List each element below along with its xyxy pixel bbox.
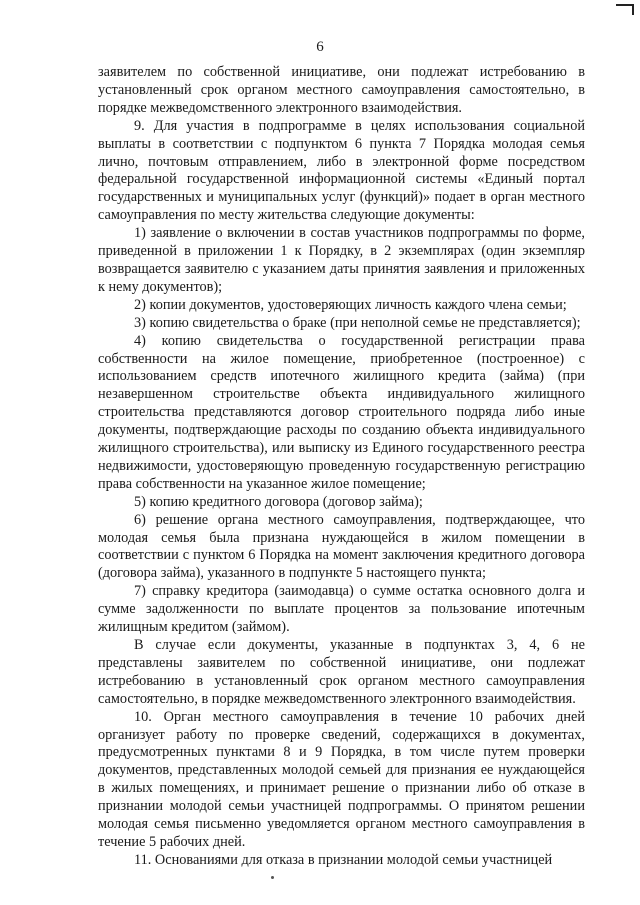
scan-corner-mark [616, 4, 634, 15]
paragraph-subitem-2: 2) копии документов, удостоверяющих личность каждого члена семьи; [134, 296, 567, 313]
paragraph-item-10: 10. Орган местного самоуправления в течение 10 рабочих дней организует работу по проверке сведений, содержащихся в документах, предусмотренных пунктами 8 и 9 Порядка, в том числе путем проверки документов, представленных молодой семьей для признания ее нуждающейся в жилых помещениях, и принимает решение о признании либо об отказе в признании молодой семьи участницей подпрограммы. О принятом решении молодая семья письменно уведомляется органом местного самоуправления в течение 5 рабочих дней. [98, 708, 585, 850]
paragraph-continuation: заявителем по собственной инициативе, они подлежат истребованию в установленный срок органом местного самоуправления самостоятельно, в порядке межведомственного электронного взаимодействия. [98, 64, 585, 116]
paragraph-item-9: 9. Для участия в подпрограмме в целях использования социальной выплаты в соответствии с подпунктом 6 пункта 7 Порядка молодая семья лично, почтовым отправлением, либо в электронной форме посредством федеральной государственной информационной системы «Единый портал государственных и муниципальных услуг (функций)» подает в орган местного самоуправления по месту жительства следующие документы: [98, 117, 585, 224]
scan-speck [271, 876, 274, 879]
page-number: 6 [316, 39, 324, 55]
paragraph-subitem-7: 7) справку кредитора (заимодавца) о сумме остатка основного долга и сумме задолженности по выплате процентов за пользование ипотечным жилищным кредитом (займом). [98, 583, 585, 636]
document-body [98, 64, 585, 870]
paragraph-subitem-6: 6) решение органа местного самоуправления, подтверждающее, что молодая семья была признана нуждающейся в жилом помещении в соответствии с пунктом 6 Порядка на момент заключения кредитного договора (договора займа), указанного в подпункте 5 настоящего пункта; [98, 511, 585, 582]
paragraph-subitem-5: 5) копию кредитного договора (договор займа); [134, 493, 423, 510]
paragraph-subitem-4: 4) копию свидетельства о государственной регистрации права собственности на жилое помещение, приобретенное (построенное) с использованием средств ипотечного жилищного кредита (займа) (при незавершенном строительстве объекта индивидуального жилищного строительства представляются договор строительного подряда либо иные документы, подтверждающие расходы по созданию объекта индивидуального жилищного строительства), или выписку из Единого государственного реестра недвижимости, удостоверяющую проведенную государственную регистрацию права собственности на указанное жилое помещение; [98, 332, 585, 492]
paragraph-subitem-1: 1) заявление о включении в состав участников подпрограммы по форме, приведенной в приложении 1 к Порядку, в 2 экземплярах (один экземпляр возвращается заявителю с указанием даты принятия заявления и приложенных к нему документов); [98, 225, 585, 295]
paragraph-subitem-3: 3) копию свидетельства о браке (при неполной семье не представляется); [134, 314, 581, 331]
paragraph-item-11: 11. Основаниями для отказа в признании молодой семьи участницей [134, 851, 553, 868]
paragraph-missing-documents: В случае если документы, указанные в подпунктах 3, 4, 6 не представлены заявителем по собственной инициативе, они подлежат истребованию в установленный срок органом местного самоуправления самостоятельно, в порядке межведомственного электронного взаимодействия. [98, 637, 585, 707]
